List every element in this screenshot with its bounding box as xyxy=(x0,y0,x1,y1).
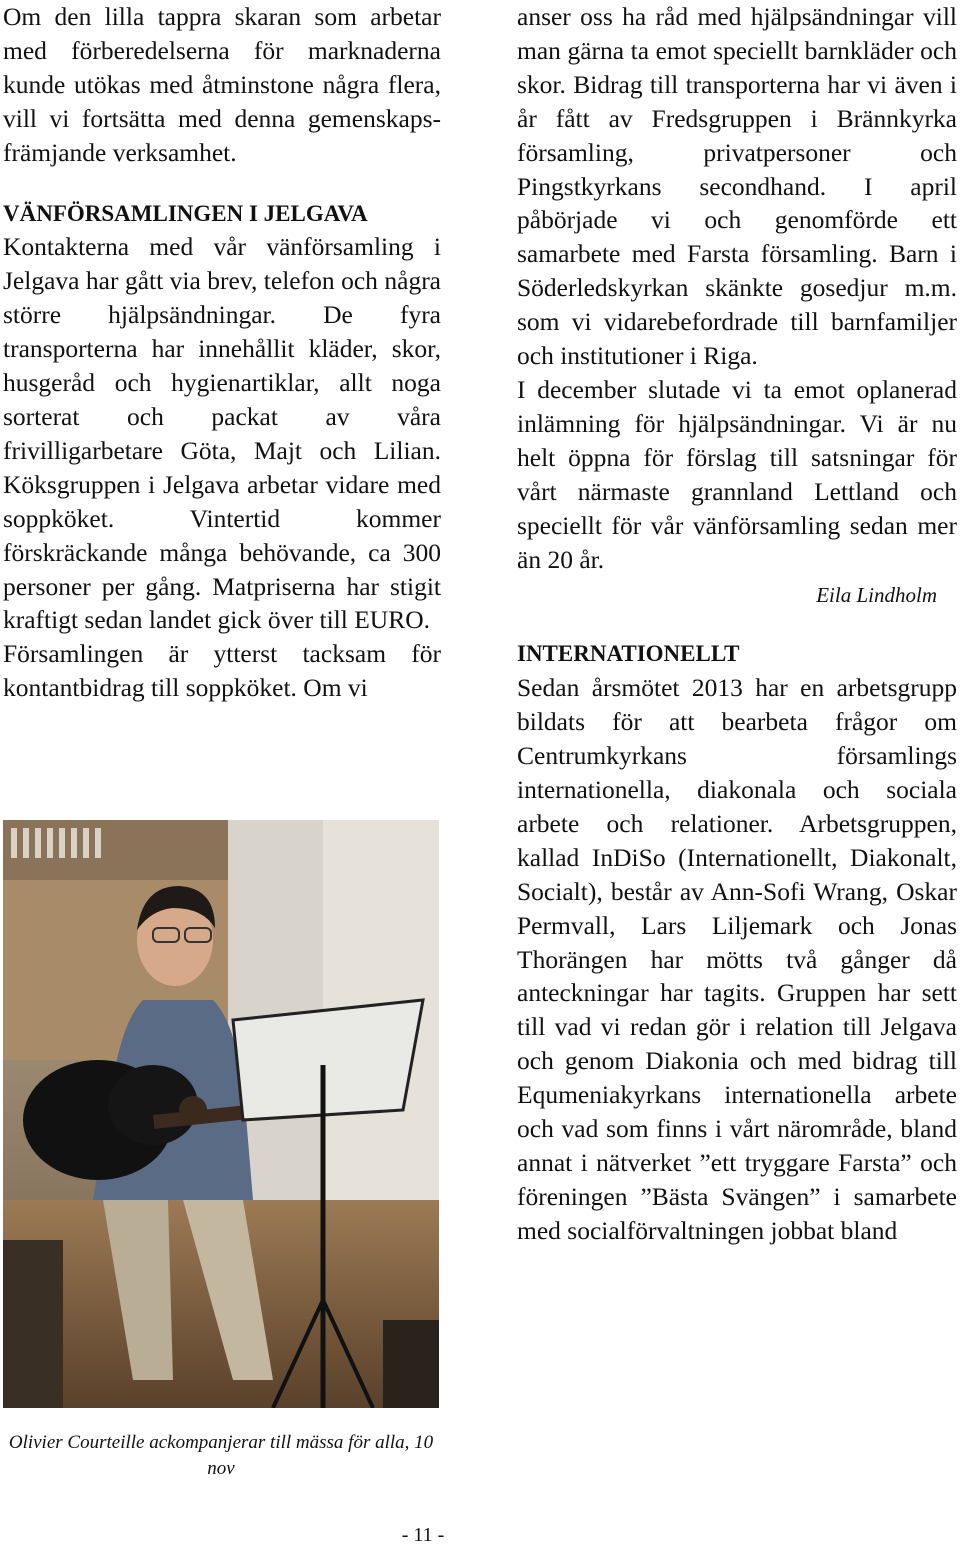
left-column xyxy=(3,0,441,705)
international-heading: INTERNATIONELLT xyxy=(517,641,740,667)
intro-paragraph: Om den lilla tappra skaran som arbetar med förberedelserna för marknaderna kunde utökas med åtminstone några flera, vill vi fortsätta med denna gemenskaps-främjande verksamhet. xyxy=(3,2,441,167)
photo-caption: Olivier Courteille ackompanjerar till mässa för alla, 10 nov xyxy=(8,1432,434,1479)
thanks-paragraph: Församlingen är ytterst tacksam för kontantbidrag till soppköket. Om vi xyxy=(3,639,441,703)
guitarist-photo xyxy=(3,820,439,1408)
signature: Eila Lindholm xyxy=(816,583,937,608)
jelgava-paragraph: Kontakterna med vår vänförsamling i Jelgava har gått via brev, telefon och några större hjälpsändningar. De fyra transporterna har innehållit kläder, skor, husgeråd och hygienartiklar, allt noga sorterat och packat av våra frivilligarbetare Göta, Majt och Lilian. Köksgruppen i Jelgava arbetar vidare med soppköket. Vintertid kommer förskräckande många behövande, ca 300 personer per gång. Matpriserna har stigit kraftigt sedan landet gick över till EURO. xyxy=(3,232,441,635)
right-column xyxy=(517,0,957,1248)
page-number: - 11 - xyxy=(401,1524,445,1546)
december-paragraph: I december slutade vi ta emot oplanerad inlämning för hjälpsändningar. Vi är nu helt öppna för förslag till satsningar för vårt närmaste grannland Lettland och speciellt för vår vänförsamling sedan mer än 20 år. xyxy=(517,374,957,574)
continuation-paragraph: anser oss ha råd med hjälpsändningar vill man gärna ta emot speciellt barnkläder och skor. Bidrag till transporterna har vi även i år fått av Fredsgruppen i Brännkyrka församling, privatpersoner och Pingstkyrkans secondhand. I april påbörjade vi och genomförde ett samarbete med Farsta församling. Barn i Söderledskyrkan skänkte gosedjur m.m. som vi vidarebefordrade till barnfamiljer och institutioner i Riga. xyxy=(517,2,957,371)
international-paragraph: Sedan årsmötet 2013 har en arbetsgrupp bildats för att bearbeta frågor om Centrumkyrkans församlings internationella, diakonala och sociala arbete och relationer. Arbetsgruppen, kallad InDiSo (Internationellt, Diakonalt, Socialt), består av Ann-Sofi Wrang, Oskar Permvall, Lars Liljemark och Jonas Thorängen har mötts två gånger då anteckningar har tagits. Gruppen har sett till vad vi redan gör i relation till Jelgava och genom Diakonia och med bidrag till Equmeniakyrkans internationella arbete och vad som finns i vårt närområde, bland annat i nätverket ”ett tryggare Farsta” och föreningen ”Bästa Svängen” i samarbete med socialförvaltningen jobbat bland xyxy=(517,673,957,1245)
jelgava-heading: VÄNFÖRSAMLINGEN I JELGAVA xyxy=(3,200,368,226)
